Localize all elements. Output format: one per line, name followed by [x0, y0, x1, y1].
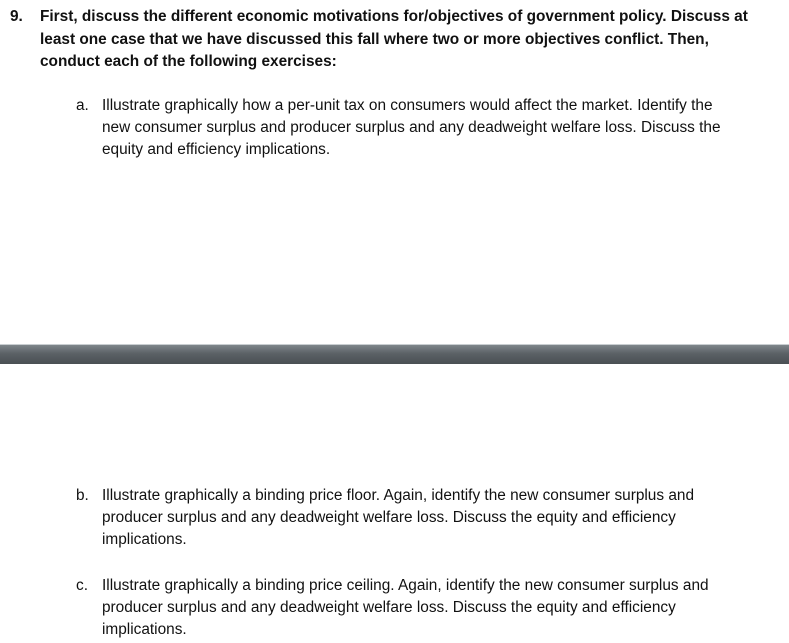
- part-line: equity and efficiency implications.: [102, 141, 331, 159]
- question-number: 9.: [10, 8, 23, 25]
- part-marker: a.: [76, 97, 89, 114]
- part-marker: c.: [76, 577, 88, 594]
- part-marker: b.: [76, 487, 89, 504]
- part-line: implications.: [102, 531, 187, 549]
- question-prompt: [40, 6, 785, 74]
- part-line: producer surplus and any deadweight welfare loss. Discuss the equity and efficiency: [102, 509, 676, 527]
- part-line: new consumer surplus and producer surplus and any deadweight welfare loss. Discuss the: [102, 119, 721, 137]
- part-text: [102, 485, 787, 552]
- question-line: First, discuss the different economic motivations for/objectives of government policy. Discuss at: [40, 8, 748, 25]
- part-line: Illustrate graphically how a per-unit tax on consumers would affect the market. Identify the: [102, 97, 713, 114]
- part-line: Illustrate graphically a binding price ceiling. Again, identify the new consumer surplus and: [102, 577, 709, 594]
- part-line: producer surplus and any deadweight welfare loss. Discuss the equity and efficiency: [102, 599, 676, 617]
- question-line: least one case that we have discussed this fall where two or more objectives conflict. Then,: [40, 30, 709, 48]
- part-line: implications.: [102, 621, 187, 639]
- part-text: [102, 575, 787, 642]
- page-divider: [0, 344, 789, 364]
- part-line: Illustrate graphically a binding price floor. Again, identify the new consumer surplus and: [102, 487, 695, 504]
- part-text: [102, 95, 787, 162]
- question-line: conduct each of the following exercises:: [40, 53, 337, 70]
